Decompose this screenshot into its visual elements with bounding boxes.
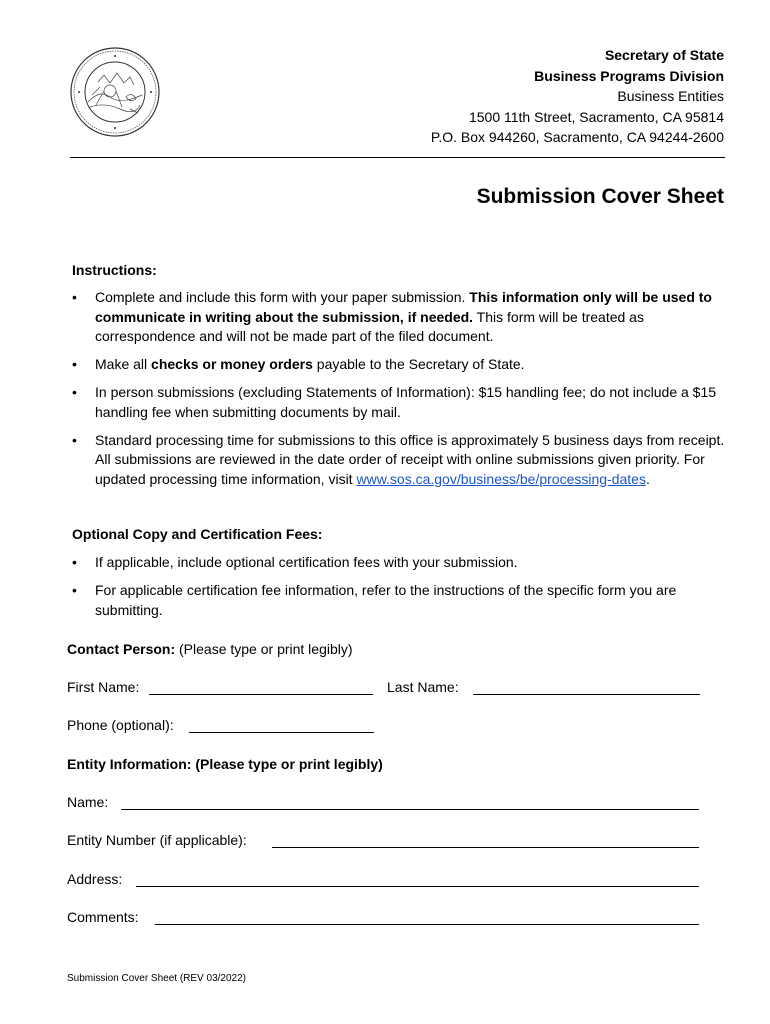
processing-dates-link[interactable]: www.sos.ca.gov/business/be/processing-dates [356,470,646,487]
comments-label: Comments: [67,909,139,925]
list-item: • Make all checks or money orders payable to the Secretary of State. [72,355,727,375]
last-name-label: Last Name: [387,679,459,695]
header-line-5: P.O. Box 944260, Sacramento, CA 94244-2600 [430,129,724,145]
page-title: Submission Cover Sheet [476,185,724,208]
list-item: • Complete and include this form with your paper submission. This information only will be used to communicate in writing about the submission, if needed. This form will be treated as correspondence and will not be made part of the filed document. [72,288,727,347]
list-item: • If applicable, include optional certification fees with your submission. [72,553,727,573]
first-name-field[interactable] [149,694,373,695]
entity-name-field[interactable] [121,809,699,810]
instructions-list [72,288,727,498]
header-line-4: 1500 11th Street, Sacramento, CA 95814 [468,108,724,125]
agency-header [431,45,724,148]
entity-number-label: Entity Number (if applicable): [67,832,247,848]
contact-heading: Contact Person: (Please type or print legibly) [67,641,353,657]
header-line-1: Secretary of State [604,47,724,63]
optional-fees-heading: Optional Copy and Certification Fees: [72,526,323,542]
entity-number-field[interactable] [272,847,699,848]
list-item: • Standard processing time for submissions to this office is approximately 5 business days from receipt. All submissions are reviewed in the date order of receipt with online submissions given priority. For updated processing time information, visit www.sos.ca.gov/business/be/processing-dates. [72,431,727,490]
optional-fees-list [72,553,727,629]
header-divider [70,157,725,158]
first-name-label: First Name: [67,679,140,695]
comments-field[interactable] [155,924,699,925]
entity-name-label: Name: [67,794,109,810]
header-line-3: Business Entities [617,88,724,104]
header-line-2: Business Programs Division [534,67,724,84]
entity-heading: Entity Information: (Please type or print legibly) [67,756,383,772]
list-item: • For applicable certification fee information, refer to the instructions of the specific form you are submitting. [72,581,727,620]
phone-label: Phone (optional): [67,717,174,733]
address-field[interactable] [136,886,699,887]
instructions-heading: Instructions: [72,262,157,278]
address-label: Address: [67,871,123,887]
phone-field[interactable] [189,732,374,733]
footer-revision: Submission Cover Sheet (REV 03/2022) [67,973,246,984]
list-item: • In person submissions (excluding Statements of Information): $15 handling fee; do not include a $15 handling fee when submitting documents by mail. [72,383,727,422]
last-name-field[interactable] [473,694,700,695]
california-state-seal-icon [70,47,160,137]
